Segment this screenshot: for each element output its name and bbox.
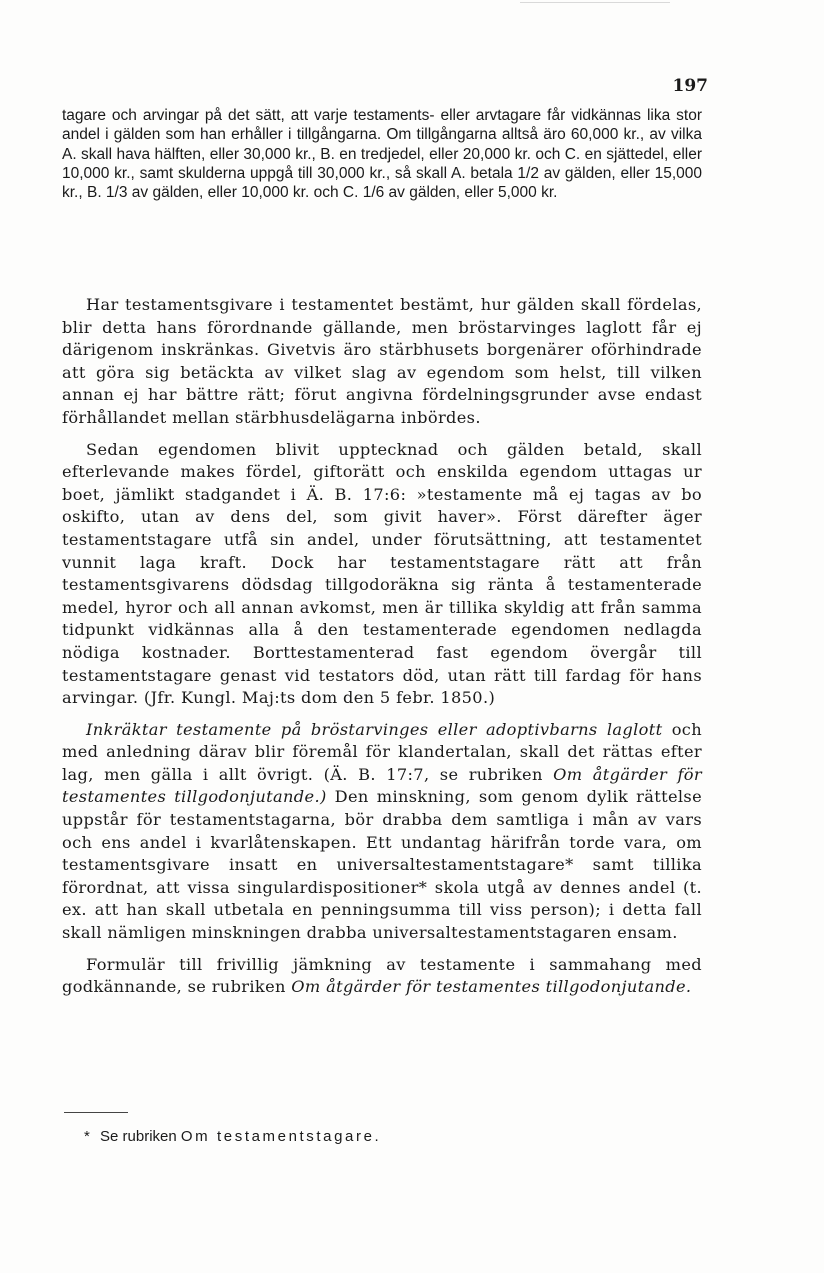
page-number: 197 xyxy=(672,76,708,96)
footnote xyxy=(84,1127,684,1147)
paragraph-debt-distribution: Har testamentsgivare i testamentet bestämt, hur gälden skall fördelas, blir detta hans förordnande gällande, men bröstarvinges laglott får ej därigenom inskränkas. Givetvis äro stärbhusets borgenärer oförhindrade att göra sig betäckta av vilket slag av egendom som helst, till vilken annan ej har bättre rätt; förut angivna fördelningsgrunder avse endast förhållandet mellan stärbhusdelägarna inbördes. xyxy=(62,295,702,427)
paragraph-form-reference xyxy=(62,954,702,999)
italic-lead: Inkräktar testamente på bröstarvinges eller adoptivbarns laglott xyxy=(86,719,663,739)
text-segment: Den minskning, som genom dylik rättelse uppstår för testamentstagarna, bör drabba dem samtliga i mån av vars och ens andel i kvarlåtenskapen. Ett undantag härifrån torde vara, om testamentsgivare insatt en universaltestamentstagare* samt tillika förordnat, att vissa singulardispositioner* skola utgå av dennes andel (t. ex. att han skall utbetala en penningsumma till viss person); i detta fall skall nämligen minskningen drabba universaltestamentstagaren ensam. xyxy=(62,787,702,943)
italic-reference: Om åtgärder för testamentes tillgodonjutande.) xyxy=(62,764,702,807)
footnote-marker: * xyxy=(84,1128,90,1145)
intro-paragraph: tagare och arvingar på det sätt, att varje testaments- eller arvtagare får vidkännas lika stor andel i gälden som han erhåller i tillgångarna. Om tillgångarna alltså äro 60,000 kr., av vilka A. skall hava hälften, eller 30,000 kr., B. en tredjedel, eller 20,000 kr. och C. en sjättedel, eller 10,000 kr., samt skulderna uppgå till 30,000 kr., så skall A. betala 1/2 av gälden, eller 15,000 kr., B. 1/3 av gälden, eller 10,000 kr. och C. 1/6 av gälden, eller 5,000 kr. xyxy=(62,107,702,202)
text-segment: Formulär till frivillig jämkning av testamente i sammahang med godkännande, se rubriken xyxy=(62,954,702,997)
main-text xyxy=(62,294,702,999)
paragraph-estate-division: Sedan egendomen blivit upptecknad och gälden betald, skall efterlevande makes fördel, giftorätt och enskilda egendom uttagas ur boet, jämlikt stadgandet i Ä. B. 17:6: »testamente må ej tagas av bo oskifto, utan av dens del, som givit haver». Först därefter äger testamentstagare utfå sin andel, under förutsättning, att testamentet vunnit laga kraft. Dock har testamentstagare rätt att från testamentsgivarens dödsdag tillgodoräkna sig ränta å testamenterade medel, hyror och all annan avkomst, men är tillika skyldig att från samma tidpunkt vidkännas alla å den testamenterade egendomen nedlagda nödiga kostnader. Borttestamenterad fast egendom övergår till testamentstagare genast vid testators död, utan rätt till fardag för hans arvingar. (Jfr. Kungl. Maj:ts dom den 5 febr. 1850.) xyxy=(62,439,702,708)
italic-reference: Om åtgärder för testamentes tillgodonjutande. xyxy=(291,977,692,997)
scan-edge-rule xyxy=(520,2,670,3)
footnote-divider xyxy=(64,1112,128,1113)
paragraph-infringing-will xyxy=(62,719,702,945)
text-segment: och med anledning därav blir föremål för klandertalan, skall det rättas efter lag, men gälla i allt övrigt. (Ä. B. 17:7, se rubriken xyxy=(62,719,702,784)
footnote-prefix: Se rubriken xyxy=(100,1128,177,1145)
footnote-reference: Om testamentstagare. xyxy=(180,1128,382,1145)
